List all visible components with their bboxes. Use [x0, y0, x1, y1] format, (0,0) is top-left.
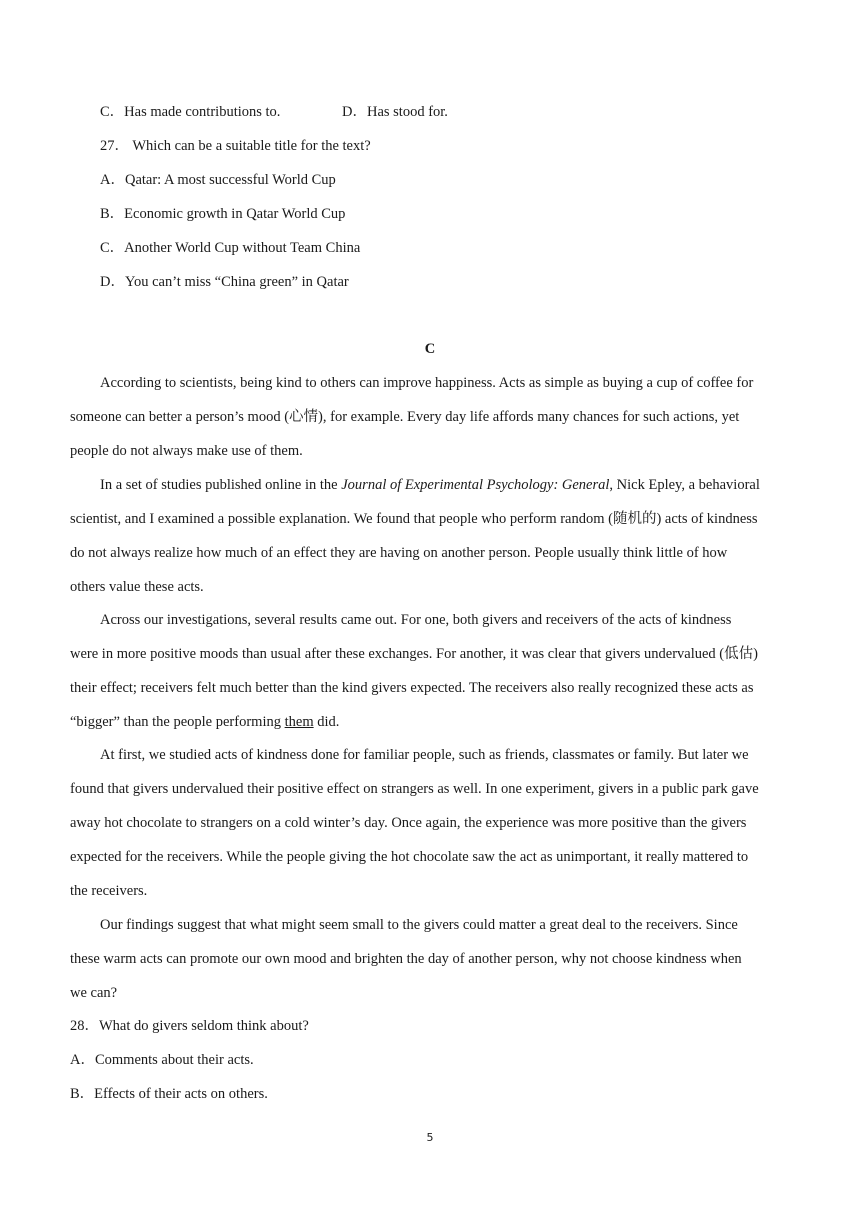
passage-line: people do not always make use of them. — [70, 443, 303, 459]
question-27-option-c: C．Another World Cup without Team China — [100, 240, 361, 256]
passage-line: were in more positive moods than usual after these exchanges. For another, it was clear that givers undervalued (低估) — [70, 646, 758, 662]
section-heading: C — [424, 341, 436, 357]
question-27-option-a: A．Qatar: A most successful World Cup — [100, 172, 336, 188]
question-27-option-d: D．You can’t miss “China green” in Qatar — [100, 274, 349, 290]
passage-line: At first, we studied acts of kindness done for familiar people, such as friends, classmates or family. But later we — [100, 747, 749, 763]
passage-line: away hot chocolate to strangers on a cold winter’s day. Once again, the experience was more positive than the givers — [70, 815, 747, 831]
page-number: 5 — [426, 1131, 434, 1144]
question-28-stem: 28．What do givers seldom think about? — [70, 1018, 309, 1034]
passage-line — [100, 475, 760, 495]
passage-text: , Nick Epley, a behavioral — [609, 477, 760, 493]
passage-text: did. — [313, 714, 340, 730]
question-28-option-b: B．Effects of their acts on others. — [70, 1086, 268, 1102]
passage-line: someone can better a person’s mood (心情), for example. Every day life affords many chances for such actions, yet — [70, 409, 740, 425]
passage-line: Our findings suggest that what might seem small to the givers could matter a great deal to the receivers. Since — [100, 917, 738, 933]
question-28-option-a: A．Comments about their acts. — [70, 1052, 254, 1068]
passage-text: “bigger” than the people performing — [70, 714, 285, 730]
passage-line: According to scientists, being kind to others can improve happiness. Acts as simple as buying a cup of coffee for — [100, 375, 754, 391]
underlined-word: them — [284, 714, 314, 730]
passage-line: do not always realize how much of an effect they are having on another person. People usually think little of how — [70, 545, 728, 561]
question-27-option-b: B．Economic growth in Qatar World Cup — [100, 206, 346, 222]
journal-title: Journal of Experimental Psychology: General — [341, 477, 610, 493]
passage-line: their effect; receivers felt much better than the kind givers expected. The receivers also really recognized these acts as — [70, 680, 754, 696]
passage-text: In a set of studies published online in the — [100, 477, 342, 493]
passage-line: expected for the receivers. While the people giving the hot chocolate saw the act as unimportant, it really mattered to — [70, 849, 749, 865]
passage-line: we can? — [70, 985, 118, 1001]
passage-line: found that givers undervalued their positive effect on strangers as well. In one experiment, givers in a public park gave — [70, 781, 759, 797]
passage-line — [70, 712, 339, 732]
passage-line: these warm acts can promote our own mood and brighten the day of another person, why not choose kindness when — [70, 951, 742, 967]
passage-line: others value these acts. — [70, 579, 204, 595]
passage-line: scientist, and I examined a possible explanation. We found that people who perform random (随机的) acts of kindness — [70, 511, 758, 527]
passage-line: Across our investigations, several results came out. For one, both givers and receivers of the acts of kindness — [100, 612, 732, 628]
option-c-prev: C．Has made contributions to. — [100, 104, 281, 120]
passage-line: the receivers. — [70, 883, 148, 899]
question-27-stem: 27． Which can be a suitable title for the text? — [100, 138, 371, 154]
option-d-prev: D．Has stood for. — [342, 104, 448, 120]
